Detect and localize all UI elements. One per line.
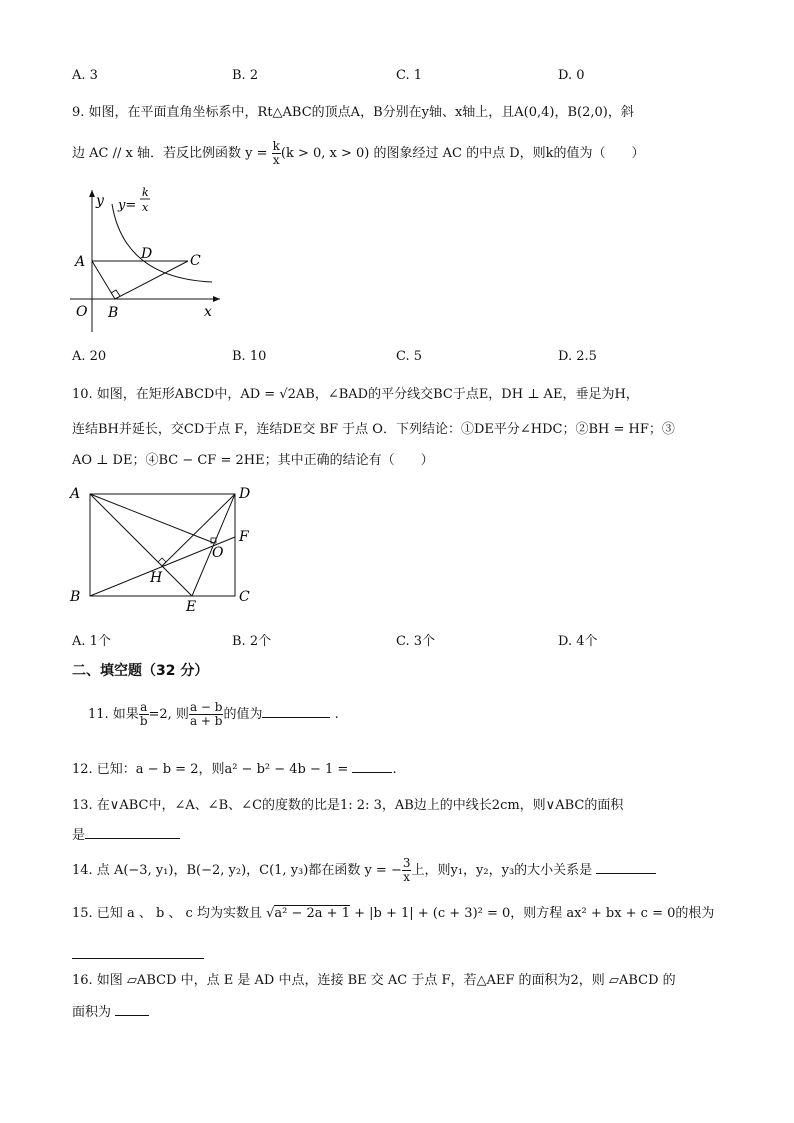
q9-option-d: D. 2.5 [558,349,597,364]
q11-frac1-num: a [140,700,148,714]
q16-line1: 16. 如图 ▱ABCD 中，点 E 是 AD 中点，连接 BE 交 AC 于点 F，若△AEF 的面积为2，则 ▱ABCD 的 [72,973,676,988]
q11-frac1-den: b [139,714,148,728]
q15 [72,904,732,924]
q14-pre: 14. 点 A(−3, y₁)，B(−2, y₂)，C(1, y₃)都在函数 y = − [72,863,402,878]
segment-ao [90,494,214,543]
q12-answer-blank[interactable] [352,772,392,773]
q16-line2 [72,1003,732,1023]
segment-ab [92,261,115,299]
q10-line3: AO ⊥ DE；④BC − CF = 2HE；其中正确的结论有（ ） [72,453,434,468]
q10-options [72,630,752,648]
label-b: B [70,589,81,605]
q14 [72,856,732,886]
q10-option-b: B. 2个 [232,634,272,649]
label-h: H [150,570,163,586]
segment-ae [90,494,192,596]
q9-option-b: B. 10 [232,349,267,364]
y-axis-arrow-icon [89,190,95,197]
q9-line1: 9. 如图，在平面直角坐标系中，Rt△ABC的顶点A，B分别在y轴、x轴上，且A(0,4)，B(2,0)，斜 [72,105,634,120]
q14-answer-blank[interactable] [596,873,656,874]
q8-option-c: C. 1 [396,68,423,83]
q16-line2-text: 面积为 [72,1005,112,1020]
q10-option-d: D. 4个 [558,634,598,649]
q9-line2-post: (k > 0, x > 0) 的图象经过 AC 的中点 D，则k的值为（ ） [280,146,645,161]
q9-frac-num: k [272,139,280,153]
sqrt-symbol: √ [266,906,275,921]
q11-mid: =2, 则 [148,707,189,722]
q15-answer-blank[interactable] [72,958,204,959]
q8-options [72,68,752,86]
q11-end: . [334,707,339,722]
q9-fraction [272,140,281,167]
q14-frac-den: x [403,870,411,884]
label-d: D [141,246,153,262]
label-e: E [186,599,197,614]
q10-figure [66,482,266,614]
q9-options [72,349,752,367]
function-label: y= [118,198,137,213]
function-num: k [142,186,149,199]
q9-frac-den: x [272,153,280,167]
x-axis-arrow-icon [213,296,220,302]
q11-frac2-den: a + b [189,714,223,728]
q13-line2-text: 是 [72,828,86,843]
q10-option-a: A. 1个 [72,634,111,649]
q10-line2: 连结BH并延长，交CD于点 F，连结DE交 BF 于点 O．下列结论：①DE平分∠HDC；②BH = HF；③ [72,422,675,437]
q8-option-d: D. 0 [558,68,585,83]
label-o: O [76,304,88,320]
q12-text: 12. 已知：a − b = 2，则a² − b² − 4b − 1 = [72,762,349,777]
q8-option-b: B. 2 [232,68,259,83]
q11-pre: 11. 如果 [88,707,139,722]
label-y: y [96,193,104,209]
q11-post: 的值为 [223,707,263,722]
label-b: B [108,305,119,321]
q9-line2-pre: 边 AC // x 轴．若反比例函数 y = [72,146,272,161]
q10-line1: 10. 如图，在矩形ABCD中，AD = √2AB，∠BAD的平分线交BC于点E，DH ⊥ AE，垂足为H， [72,387,639,402]
q14-post: 上，则y₁，y₂，y₃的大小关系是 [411,863,593,878]
q11 [88,697,748,733]
segment-dh [162,494,235,566]
label-o: O [212,545,224,561]
label-c: C [190,253,201,269]
q9-option-c: C. 5 [396,349,423,364]
label-a: A [75,254,86,270]
q13-answer-blank[interactable] [85,838,180,839]
q14-frac-num: 3 [402,856,411,870]
q8-option-a: A. 3 [72,68,98,83]
q12-end: . [392,762,397,777]
section-heading: 二、填空题（32 分） [72,663,209,679]
q13-line1: 13. 在∨ABC中，∠A、∠B、∠C的度数的比是1: 2: 3，AB边上的中线长2cm，则∨ABC的面积 [72,798,624,813]
q11-frac2-num: a − b [189,700,223,714]
label-c: C [239,589,250,605]
q11-frac-1 [139,701,149,728]
hyperbola-curve [112,204,212,282]
q11-frac-2 [189,701,224,728]
q9-figure [66,182,226,342]
q11-answer-blank[interactable] [262,717,330,718]
label-f: F [239,529,249,545]
q16-answer-blank[interactable] [115,1015,149,1016]
q15-pre: 15. 已知 a 、 b 、 c 均为实数且 [72,906,267,921]
right-angle-mark-h [158,558,166,566]
q9-line2 [72,140,732,167]
function-den: x [142,201,149,214]
q10-option-c: C. 3个 [396,634,436,649]
q15-post: + |b + 1| + (c + 3)² = 0，则方程 ax² + bx + c = 0的根为 [349,906,715,921]
q13-line2 [72,826,732,846]
q12 [72,760,732,780]
q15-sqrt-body: a² − 2a + 1 [274,906,350,921]
label-d: D [239,486,251,502]
q9-option-a: A. 20 [72,349,107,364]
label-x: x [204,304,212,320]
label-a: A [70,486,81,502]
